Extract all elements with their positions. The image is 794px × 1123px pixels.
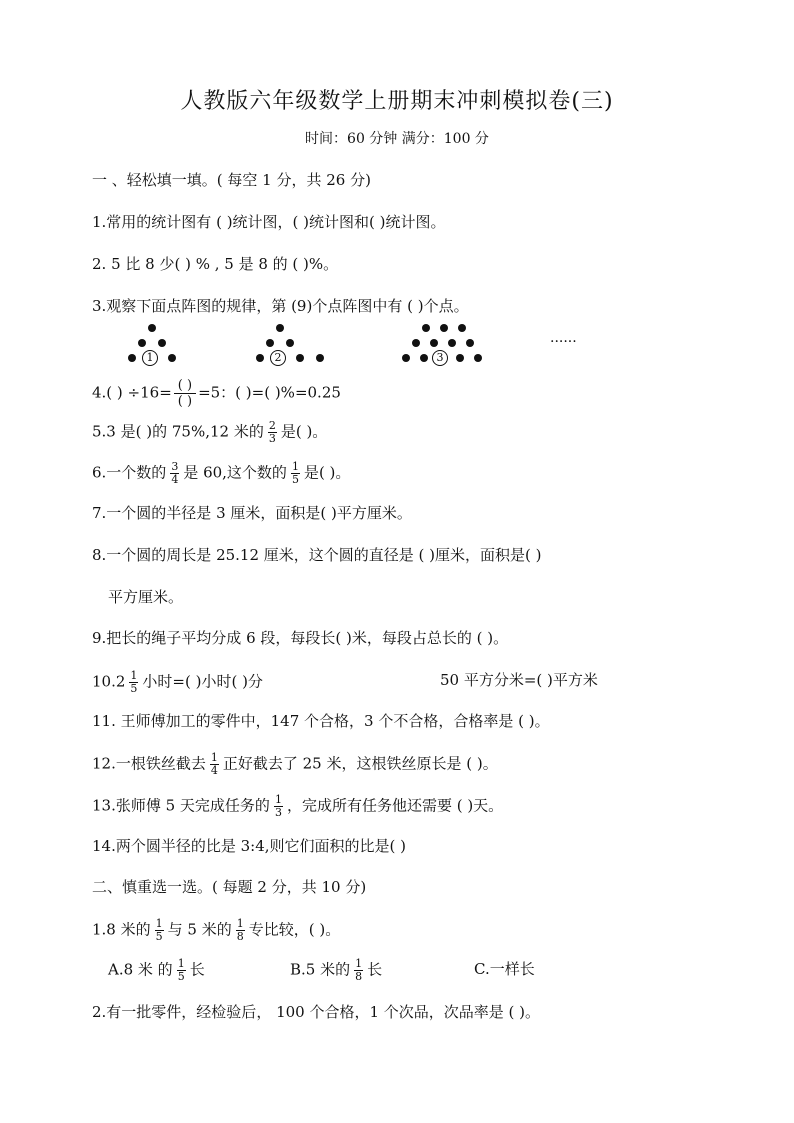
- dot: [466, 339, 474, 347]
- q2-1-text-a: 1.8 米的: [92, 920, 151, 939]
- q12-text-a: 12.一根铁丝截去: [92, 754, 206, 773]
- figure-label-1: 1: [142, 350, 158, 366]
- fraction-one-eighth: [236, 918, 245, 943]
- dot: [420, 354, 428, 362]
- q4-text-b: =5：( )=( )%=0.25: [198, 383, 341, 402]
- question-1-14: 14.两个圆半径的比是 3:4,则它们面积的比是( ): [92, 837, 407, 855]
- q2-1-text-b: 与 5 米的: [167, 920, 232, 939]
- fraction-denominator: 5: [155, 930, 163, 943]
- dot: [256, 354, 264, 362]
- question-1-12: [92, 752, 498, 777]
- dot: [412, 339, 420, 347]
- dot-pattern-figure: [0, 322, 794, 370]
- question-1-10-area: 50 平方分米=( )平方米: [440, 671, 598, 689]
- fraction-denominator: 3: [274, 806, 282, 819]
- exam-info: 时间：60 分钟 满分：100 分: [305, 131, 489, 147]
- figure-label-3: 3: [432, 350, 448, 366]
- fraction-denominator: 3: [268, 432, 276, 445]
- option-c: C.一样长: [474, 960, 535, 978]
- option-b-text: B.5 米的: [290, 960, 351, 979]
- fraction-one-fifth: [155, 918, 164, 943]
- dot: [422, 324, 430, 332]
- q4-fraction: [174, 378, 196, 409]
- question-1-4: [92, 378, 341, 409]
- fraction-one-third: [274, 794, 283, 819]
- option-a-suffix: 长: [189, 960, 205, 979]
- fraction-denominator: ( ): [177, 394, 193, 409]
- fraction-numerator: 1: [130, 669, 138, 682]
- q6-text-b: 是 60,这个数的: [183, 463, 287, 482]
- dot: [430, 339, 438, 347]
- dot: [158, 339, 166, 347]
- question-2-1: [92, 918, 340, 943]
- question-1-9: 9.把长的绳子平均分成 6 段，每段长( )米，每段占总长的 ( )。: [92, 629, 509, 647]
- fraction-numerator: 1: [155, 917, 163, 930]
- fraction-numerator: 1: [274, 793, 282, 806]
- fraction-one-fifth: [129, 670, 138, 695]
- fraction-denominator: 5: [177, 970, 185, 983]
- dot: [316, 354, 324, 362]
- dot: [458, 324, 466, 332]
- q6-text-c: 是( )。: [303, 463, 351, 482]
- more-figures-ellipsis: ......: [550, 330, 577, 346]
- question-1-11: 11. 王师傅加工的零件中，147 个合格，3 个不合格，合格率是 ( )。: [92, 712, 550, 730]
- page-title: 人教版六年级数学上册期末冲刺模拟卷(三): [180, 89, 614, 114]
- dot: [474, 354, 482, 362]
- fraction-numerator: 1: [355, 957, 363, 970]
- dot: [440, 324, 448, 332]
- dot: [276, 324, 284, 332]
- dot: [402, 354, 410, 362]
- dot: [148, 324, 156, 332]
- question-1-13: [92, 794, 503, 819]
- section-2-heading: 二、慎重选一选。( 每题 2 分，共 10 分): [92, 878, 367, 896]
- fraction-one-quarter: [210, 752, 219, 777]
- dot: [286, 339, 294, 347]
- question-1-2: 2. 5 比 8 少( ) % , 5 是 8 的 ( )%。: [92, 255, 339, 273]
- fraction-numerator: 1: [291, 460, 299, 473]
- dot: [138, 339, 146, 347]
- question-1-7: 7.一个圆的半径是 3 厘米，面积是( )平方厘米。: [92, 504, 412, 522]
- q13-text-b: ，完成所有任务他还需要 ( )天。: [286, 796, 504, 815]
- question-2-2: 2.有一批零件，经检验后， 100 个合格，1 个次品，次品率是 ( )。: [92, 1003, 541, 1021]
- option-b: [290, 958, 382, 983]
- question-1-1: 1.常用的统计图有 ( )统计图，( )统计图和( )统计图。: [92, 213, 446, 231]
- fraction-numerator: 1: [236, 917, 244, 930]
- q4-text-a: 4.( ) ÷16=: [92, 383, 172, 402]
- question-1-3: 3.观察下面点阵图的规律，第 (9)个点阵图中有 ( )个点。: [92, 297, 469, 315]
- fraction-numerator: 3: [171, 460, 179, 473]
- fraction-numerator: ( ): [174, 378, 196, 394]
- q5-text-b: 是( )。: [280, 422, 328, 441]
- fraction-denominator: 4: [210, 764, 218, 777]
- fraction-three-quarters: [170, 461, 179, 486]
- q10-text-b: 小时=( )小时( )分: [142, 672, 263, 691]
- question-1-6: [92, 461, 350, 486]
- question-1-10: [92, 670, 263, 695]
- q5-text-a: 5.3 是( )的 75%,12 米的: [92, 422, 264, 441]
- q13-text-a: 13.张师傅 5 天完成任务的: [92, 796, 270, 815]
- fraction-numerator: 1: [210, 751, 218, 764]
- q12-text-b: 正好截去了 25 米，这根铁丝原长是 ( )。: [222, 754, 498, 773]
- figure-label-2: 2: [270, 350, 286, 366]
- section-1-heading: 一 、轻松填一填。( 每空 1 分，共 26 分): [92, 171, 371, 189]
- dot: [168, 354, 176, 362]
- fraction-denominator: 5: [291, 473, 299, 486]
- fraction-numerator: 2: [268, 419, 276, 432]
- dot: [128, 354, 136, 362]
- fraction-one-fifth: [177, 958, 186, 983]
- fraction-one-eighth: [354, 958, 363, 983]
- option-b-suffix: 长: [367, 960, 383, 979]
- fraction-numerator: 1: [177, 957, 185, 970]
- fraction-denominator: 8: [355, 970, 363, 983]
- fraction-one-fifth: [291, 461, 300, 486]
- fraction-two-thirds: [268, 420, 277, 445]
- dot: [448, 339, 456, 347]
- q6-text-a: 6.一个数的: [92, 463, 167, 482]
- dot: [456, 354, 464, 362]
- fraction-denominator: 8: [236, 930, 244, 943]
- question-1-8: 8.一个圆的周长是 25.12 厘米，这个圆的直径是 ( )厘米，面积是( ): [92, 546, 542, 564]
- dot: [296, 354, 304, 362]
- question-1-5: [92, 420, 327, 445]
- fraction-denominator: 4: [171, 473, 179, 486]
- option-a-text: A.8 米 的: [108, 960, 173, 979]
- question-1-8-continued: 平方厘米。: [108, 588, 184, 606]
- fraction-denominator: 5: [130, 682, 138, 695]
- option-a: [108, 958, 205, 983]
- dot: [266, 339, 274, 347]
- q2-1-text-c: 专比较，( )。: [248, 920, 341, 939]
- q10-text-a: 10.2: [92, 672, 126, 691]
